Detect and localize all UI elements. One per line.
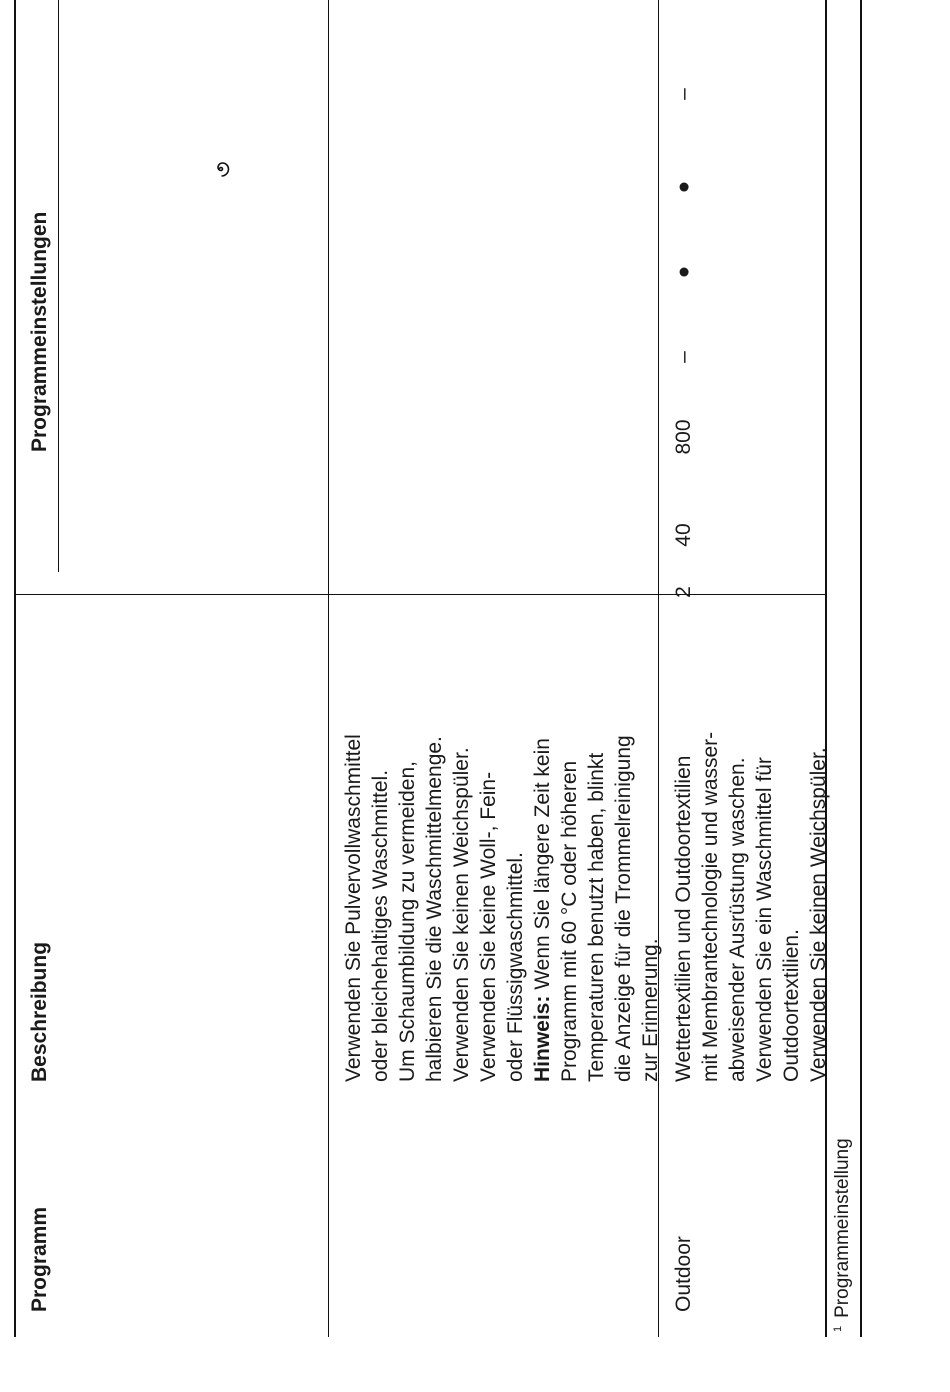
setting-option-2: ●: [672, 265, 695, 279]
footnote-rule: [860, 0, 862, 1337]
row2-line-5: Outdoortextilien.: [780, 929, 803, 1082]
header-programmeinstellungen: Programmeinstellungen: [28, 211, 51, 452]
row2-program-name: Outdoor: [672, 1236, 695, 1312]
row1-note-line-1: [529, 738, 556, 1082]
spiral-icon: [212, 160, 236, 178]
row2-line-2: mit Membrantechnologie und wasser-: [699, 731, 722, 1082]
row1-note-line-3: Temperaturen benutzt haben, blinkt: [585, 752, 608, 1082]
setting-load: 2: [672, 586, 695, 598]
note-first-line: Wenn Sie längere Zeit kein: [531, 738, 554, 996]
table-bottom-rule: [825, 0, 827, 1337]
footnote-text: Programmeinstellung: [832, 1138, 853, 1318]
setting-spin: 800: [672, 419, 695, 455]
description-column-divider: [14, 594, 826, 595]
row2-line-6: Verwenden Sie keinen Weichspüler.: [807, 747, 830, 1082]
header-top-rule: [14, 0, 16, 1337]
row1-line-2: oder bleichehaltiges Waschmittel.: [369, 769, 392, 1082]
row1-note-line-4: die Anzeige für die Trommelreinigung: [612, 735, 635, 1082]
row1-note-line-2: Programm mit 60 °C oder höheren: [558, 760, 581, 1082]
row1-line-3: Um Schaumbildung zu vermeiden,: [396, 761, 419, 1082]
row1-note-line-5: zur Erinnerung.: [639, 938, 662, 1082]
row1-line-1: Verwenden Sie Pulvervollwaschmittel: [342, 734, 365, 1082]
row2-line-4: Verwenden Sie ein Waschmittel für: [753, 757, 776, 1082]
setting-option-3: ●: [672, 180, 695, 194]
note-label: Hinweis:: [531, 995, 554, 1082]
setting-option-1: –: [672, 351, 695, 363]
settings-subheader-rule: [58, 0, 59, 572]
footnote-marker: 1: [832, 1325, 844, 1332]
row2-line-1: Wettertextilien und Outdoortextilien: [672, 755, 695, 1082]
header-beschreibung: Beschreibung: [28, 941, 51, 1082]
row1-line-5: Verwenden Sie keinen Weichspüler.: [450, 747, 473, 1082]
footnote: [832, 1138, 854, 1332]
row2-line-3: abweisender Ausrüstung waschen.: [726, 757, 749, 1082]
header-programm: Programm: [28, 1206, 51, 1312]
row-separator-rule: [658, 0, 659, 1337]
row1-line-4: halbieren Sie die Waschmittelmenge.: [423, 736, 446, 1082]
setting-temperature: 40: [672, 523, 695, 547]
header-bottom-rule: [328, 0, 329, 1337]
row1-line-7: oder Flüssigwaschmittel.: [504, 852, 527, 1082]
setting-option-4: –: [672, 88, 695, 100]
row1-line-6: Verwenden Sie keine Woll-, Fein-: [477, 771, 500, 1082]
